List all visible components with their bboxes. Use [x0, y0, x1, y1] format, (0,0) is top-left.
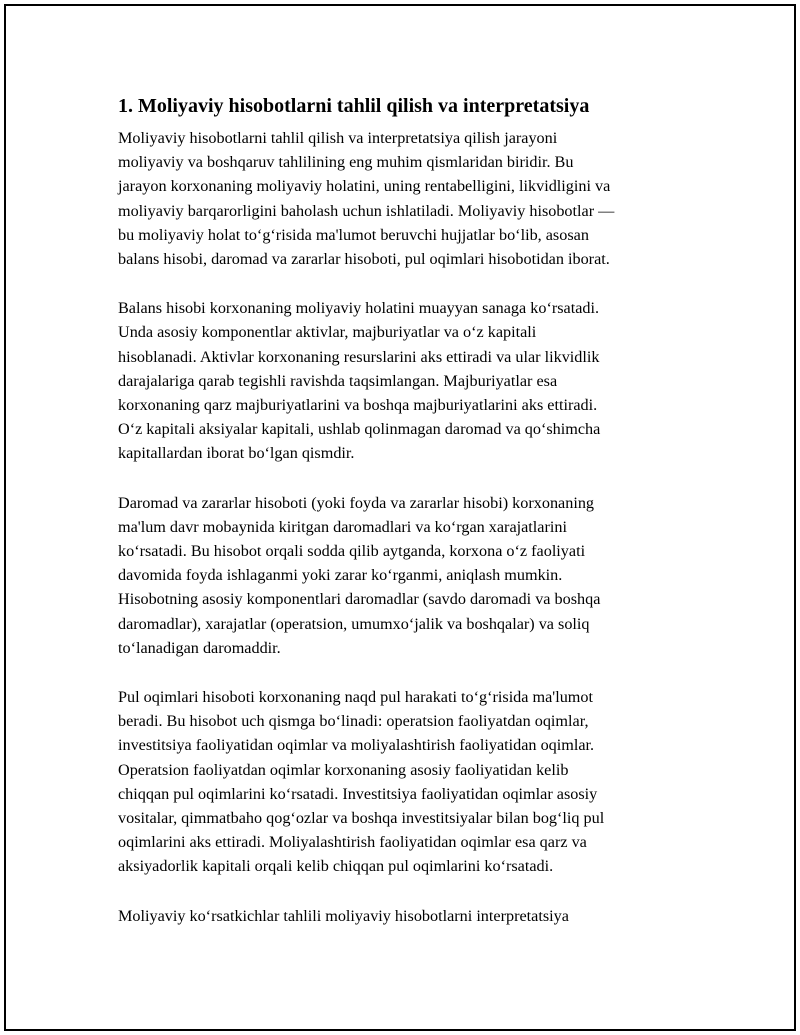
text-line: Balans hisobi korxonaning moliyaviy holatini muayyan sanaga ko‘rsatadi.	[118, 299, 600, 318]
text-line: vositalar, qimmatbaho qog‘ozlar va boshqa investitsiyalar bilan bog‘liq pul	[118, 809, 605, 828]
text-line: Operatsion faoliyatdan oqimlar korxonaning asosiy faoliyatidan kelib	[118, 760, 569, 779]
text-line: Unda asosiy komponentlar aktivlar, majburiyatlar va o‘z kapitali	[118, 323, 537, 342]
text-line: kapitallardan iborat bo‘lgan qismdir.	[118, 444, 355, 463]
paragraph-income-statement	[118, 491, 698, 660]
text-line: davomida foyda ishlaganmi yoki zarar ko‘rganmi, aniqlash mumkin.	[118, 566, 563, 585]
text-line: moliyaviy va boshqaruv tahlilining eng muhim qismlaridan biridir. Bu	[118, 153, 574, 172]
text-line: aksiyadorlik kapitali orqali kelib chiqqan pul oqimlarini ko‘rsatadi.	[118, 857, 554, 876]
text-line: jarayon korxonaning moliyaviy holatini, uning rentabelligini, likvidligini va	[118, 177, 611, 196]
text-line: darajalariga qarab tegishli ravishda taqsimlangan. Majburiyatlar esa	[118, 371, 558, 390]
text-line: ko‘rsatadi. Bu hisobot orqali sodda qilib aytganda, korxona o‘z faoliyati	[118, 542, 586, 561]
document-body	[118, 92, 698, 953]
text-line: chiqqan pul oqimlarini ko‘rsatadi. Investitsiya faoliyatidan oqimlar asosiy	[118, 784, 598, 803]
text-line: Pul oqimlari hisoboti korxonaning naqd pul harakati to‘g‘risida ma'lumot	[118, 688, 593, 707]
text-line: daromadlar), xarajatlar (operatsion, umumxo‘jalik va boshqalar) va soliq	[118, 614, 590, 633]
text-line: balans hisobi, daromad va zararlar hisoboti, pul oqimlari hisobotidan iborat.	[118, 250, 610, 269]
text-line: oqimlarini aks ettiradi. Moliyalashtirish faoliyatidan oqimlar esa qarz va	[118, 833, 587, 852]
text-line: to‘lanadigan daromaddir.	[118, 638, 281, 657]
text-line: Hisobotning asosiy komponentlari daromadlar (savdo daromadi va boshqa	[118, 590, 601, 609]
text-line: Moliyaviy ko‘rsatkichlar tahlili moliyaviy hisobotlarni interpretatsiya	[118, 906, 569, 925]
text-line: investitsiya faoliyatidan oqimlar va moliyalashtirish faoliyatidan oqimlar.	[118, 736, 595, 755]
paragraph-cash-flow	[118, 685, 698, 879]
text-line: bu moliyaviy holat to‘g‘risida ma'lumot beruvchi hujjatlar bo‘lib, asosan	[118, 225, 589, 244]
text-line: Moliyaviy hisobotlarni tahlil qilish va interpretatsiya qilish jarayoni	[118, 129, 558, 147]
text-line: ma'lum davr mobaynida kiritgan daromadlari va ko‘rgan xarajatlarini	[118, 517, 567, 536]
paragraph-ratio-analysis	[118, 904, 698, 928]
section-heading: 1. Moliyaviy hisobotlarni tahlil qilish va interpretatsiya	[118, 95, 590, 117]
paragraph-balance-sheet	[118, 296, 698, 465]
text-line: korxonaning qarz majburiyatlarini va boshqa majburiyatlarini aks ettiradi.	[118, 396, 598, 415]
text-line: beradi. Bu hisobot uch qismga bo‘linadi: operatsion faoliyatdan oqimlar,	[118, 712, 589, 731]
text-line: moliyaviy barqarorligini baholash uchun ishlatiladi. Moliyaviy hisobotlar —	[118, 201, 615, 220]
paragraph-intro	[118, 126, 698, 271]
text-line: hisoblanadi. Aktivlar korxonaning resurslarini aks ettiradi va ular likvidlik	[118, 347, 600, 366]
text-line: Daromad va zararlar hisoboti (yoki foyda va zararlar hisobi) korxonaning	[118, 493, 595, 512]
text-line: O‘z kapitali aksiyalar kapitali, ushlab qolinmagan daromad va qo‘shimcha	[118, 420, 601, 439]
